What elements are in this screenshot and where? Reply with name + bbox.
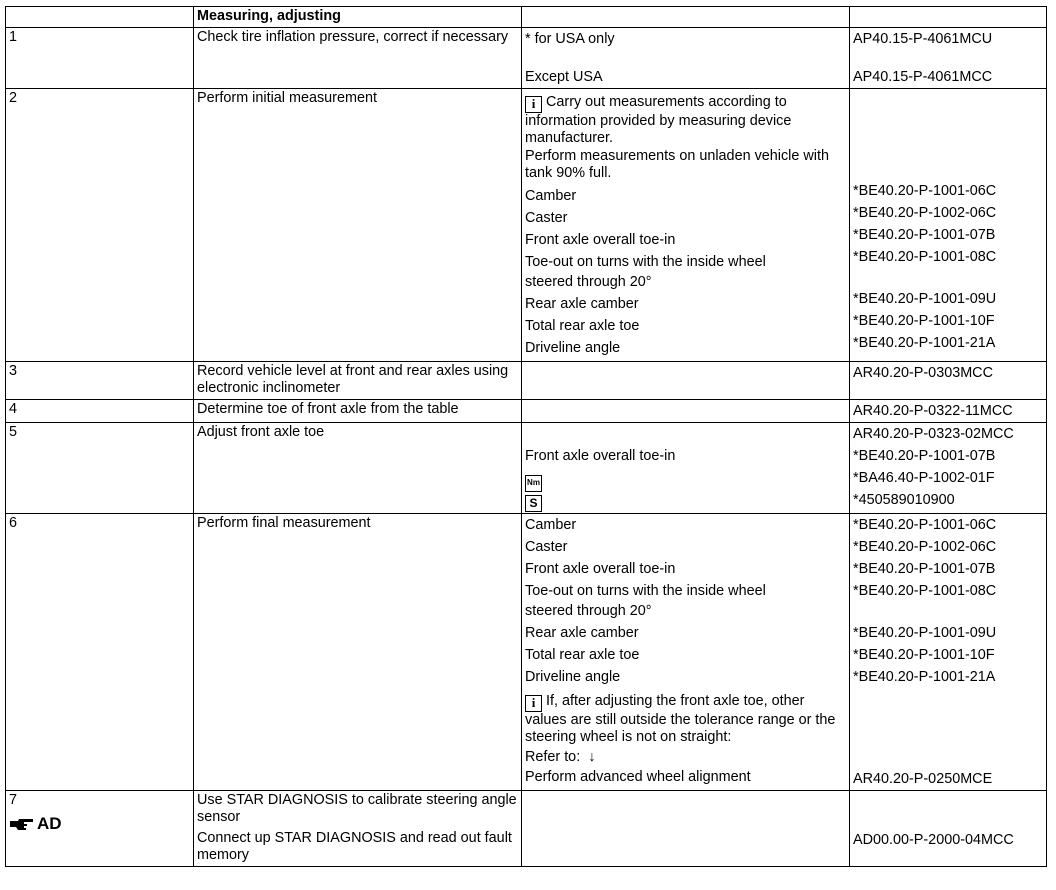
- document-reference-link[interactable]: *BE40.20-P-1001-08C: [853, 248, 997, 265]
- step-task: Determine toe of front axle from the table: [194, 399, 522, 422]
- pointing-hand-icon: [9, 816, 35, 832]
- table-row: [6, 27, 1047, 88]
- table-row: [6, 513, 1047, 790]
- step-number: 6: [6, 513, 194, 790]
- step-number-cell: [6, 790, 194, 866]
- detail-label: Front axle overall toe-in: [525, 231, 676, 248]
- document-reference-link[interactable]: *BE40.20-P-1001-21A: [853, 334, 996, 351]
- step-details: [522, 422, 850, 513]
- info-note-text: Carry out measurements according to information provided by measuring device manufacturer.: [525, 93, 792, 146]
- document-reference-link[interactable]: AR40.20-P-0323-02MCC: [853, 425, 1014, 442]
- document-reference-link[interactable]: *BE40.20-P-1001-09U: [853, 290, 997, 307]
- document-reference-link[interactable]: *BE40.20-P-1001-07B: [853, 447, 996, 464]
- detail-label: Except USA: [525, 68, 603, 85]
- refer-to: [525, 747, 846, 767]
- step-details: [522, 790, 850, 866]
- document-reference-link[interactable]: *BA46.40-P-1002-01F: [853, 469, 995, 486]
- document-reference-link[interactable]: AR40.20-P-0322-11MCC: [853, 402, 1013, 419]
- step-number: 4: [6, 399, 194, 422]
- table-row: [6, 790, 1047, 866]
- detail-label: Front axle overall toe-in: [525, 447, 676, 464]
- step-number: 7: [9, 791, 18, 808]
- step-task: Adjust front axle toe: [194, 422, 522, 513]
- document-reference-link[interactable]: *BE40.20-P-1001-07B: [853, 226, 996, 243]
- detail-label: Camber: [525, 187, 577, 204]
- step-details: [522, 361, 850, 399]
- detail-label: Total rear axle toe: [525, 646, 640, 663]
- step-details: [522, 399, 850, 422]
- document-reference-link[interactable]: *BE40.20-P-1002-06C: [853, 204, 997, 221]
- document-reference-link[interactable]: AD00.00-P-2000-04MCC: [853, 831, 1014, 848]
- info-note: [525, 689, 843, 747]
- detail-label: Front axle overall toe-in: [525, 560, 676, 577]
- table-header-row: [6, 7, 1047, 28]
- step-task: Perform initial measurement: [194, 88, 522, 361]
- step-task-text: Use STAR DIAGNOSIS to calibrate steering angle sensor: [197, 791, 517, 825]
- document-reference-link[interactable]: AP40.15-P-4061MCC: [853, 68, 993, 85]
- step-details: [522, 27, 850, 88]
- document-reference-link[interactable]: *BE40.20-P-1001-10F: [853, 646, 995, 663]
- header-cell: [522, 7, 850, 28]
- document-reference-link[interactable]: *BE40.20-P-1001-08C: [853, 582, 997, 599]
- header-cell: [6, 7, 194, 28]
- special-tool-icon: S: [525, 495, 542, 512]
- detail-label: Driveline angle: [525, 339, 621, 356]
- detail-label: Toe-out on turns with the inside wheel steered through 20°: [525, 582, 766, 619]
- detail-label: Rear axle camber: [525, 624, 639, 641]
- step-task-text-2: Connect up STAR DIAGNOSIS and read out fault memory: [197, 829, 512, 863]
- step-details: [522, 513, 850, 790]
- step-task: [194, 790, 522, 866]
- torque-nm-icon: Nm: [525, 475, 542, 492]
- step-refs: [850, 513, 1047, 790]
- document-reference-link[interactable]: *BE40.20-P-1001-09U: [853, 624, 997, 641]
- step-refs: [850, 361, 1047, 399]
- detail-label: Caster: [525, 538, 568, 555]
- step-refs: [850, 88, 1047, 361]
- document-reference-link[interactable]: *BE40.20-P-1002-06C: [853, 538, 997, 555]
- document-reference-link[interactable]: *450589010900: [853, 491, 955, 508]
- document-reference-link[interactable]: *BE40.20-P-1001-06C: [853, 516, 997, 533]
- detail-label: Rear axle camber: [525, 295, 639, 312]
- step-number: 2: [6, 88, 194, 361]
- step-refs: [850, 399, 1047, 422]
- document-reference-link[interactable]: AR40.20-P-0303MCC: [853, 364, 993, 381]
- detail-label: * for USA only: [525, 30, 615, 47]
- down-arrow-icon: ↓: [588, 748, 596, 765]
- procedure-table: [5, 6, 1047, 867]
- step-number: 5: [6, 422, 194, 513]
- header-title: Measuring, adjusting: [194, 7, 522, 28]
- table-row: [6, 422, 1047, 513]
- document-reference-link[interactable]: *BE40.20-P-1001-07B: [853, 560, 996, 577]
- step-refs: [850, 790, 1047, 866]
- star-diagnosis-logo: [9, 815, 62, 833]
- info-note-text: If, after adjusting the front axle toe, other values are still outside the tolerance range or the steering wheel is not on straight:: [525, 692, 836, 745]
- detail-label: Perform advanced wheel alignment: [525, 768, 751, 785]
- detail-label: Caster: [525, 209, 568, 226]
- ad-logo-text: AD: [37, 814, 62, 833]
- detail-label: Driveline angle: [525, 668, 621, 685]
- detail-label: Toe-out on turns with the inside wheel steered through 20°: [525, 253, 766, 290]
- document-reference-link[interactable]: *BE40.20-P-1001-06C: [853, 182, 997, 199]
- info-icon: i: [525, 695, 542, 712]
- table-row: [6, 361, 1047, 399]
- step-task: Perform final measurement: [194, 513, 522, 790]
- table-row: [6, 88, 1047, 361]
- step-task: Check tire inflation pressure, correct if necessary: [194, 27, 522, 88]
- step-number: 1: [6, 27, 194, 88]
- document-reference-link[interactable]: *BE40.20-P-1001-21A: [853, 668, 996, 685]
- info-note: [525, 90, 846, 148]
- detail-label: Total rear axle toe: [525, 317, 640, 334]
- header-cell: [850, 7, 1047, 28]
- step-task: Record vehicle level at front and rear axles using electronic inclinometer: [194, 361, 522, 399]
- step-refs: [850, 422, 1047, 513]
- document-reference-link[interactable]: AR40.20-P-0250MCE: [853, 770, 993, 787]
- info-note-text-2: Perform measurements on unladen vehicle with tank 90% full.: [525, 147, 829, 181]
- step-refs: [850, 27, 1047, 88]
- table-row: [6, 399, 1047, 422]
- document-reference-link[interactable]: AP40.15-P-4061MCU: [853, 30, 993, 47]
- info-icon: i: [525, 96, 542, 113]
- document-reference-link[interactable]: *BE40.20-P-1001-10F: [853, 312, 995, 329]
- detail-label: Camber: [525, 516, 577, 533]
- refer-to-label: Refer to:: [525, 748, 581, 765]
- step-number: 3: [6, 361, 194, 399]
- step-details: [522, 88, 850, 361]
